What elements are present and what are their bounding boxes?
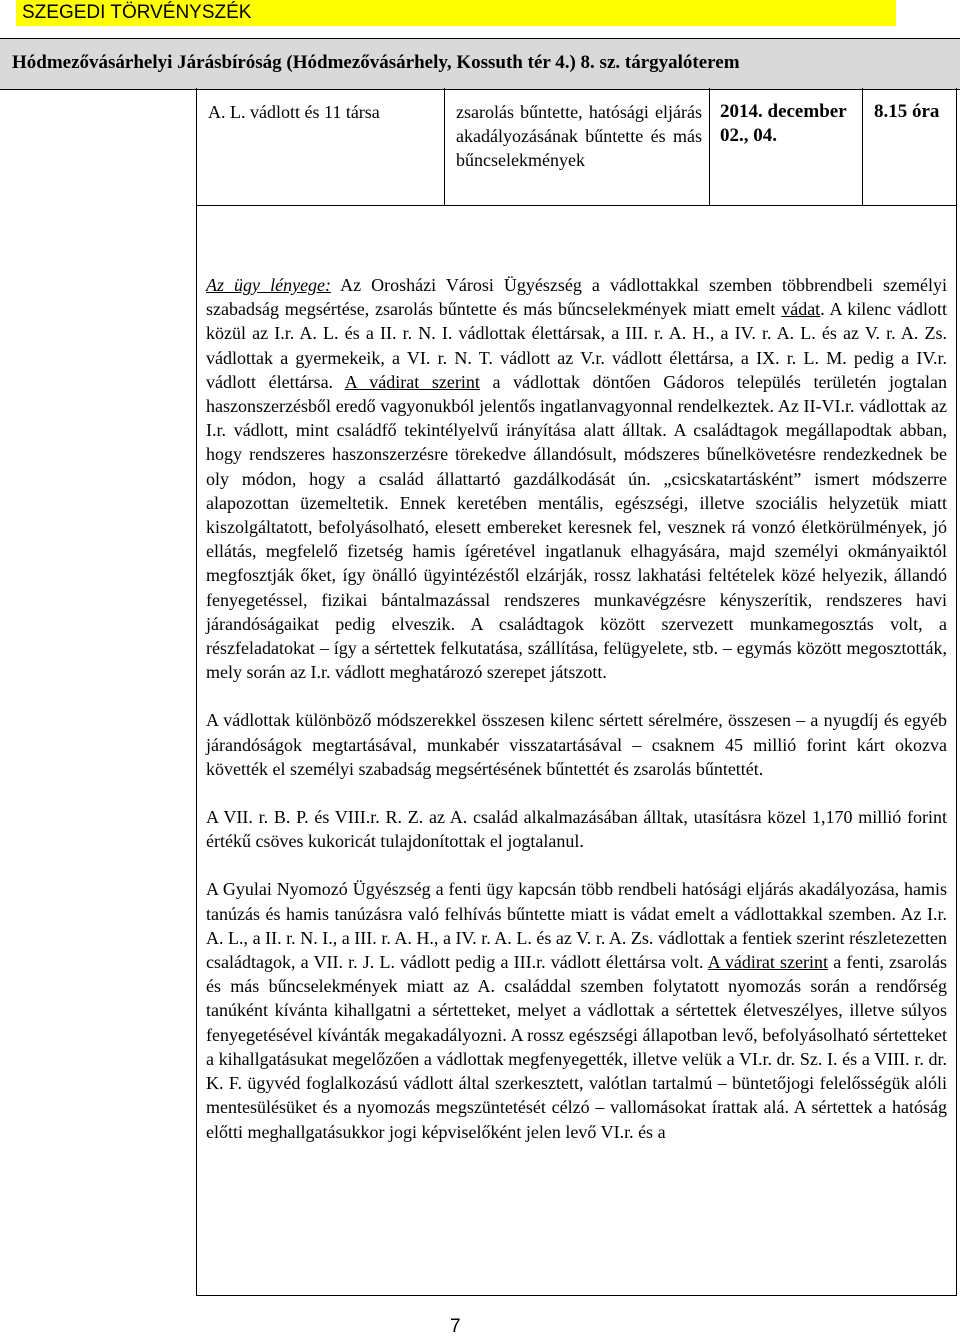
- summary-paragraph: [206, 273, 947, 684]
- table-border-right: [956, 88, 957, 1296]
- case-summary: [206, 273, 947, 1168]
- courtroom-header: [0, 38, 960, 90]
- courtroom-title: Hódmezővásárhelyi Járásbíróság (Hódmezővásárhely, Kossuth tér 4.) 8. sz. tárgyalóterem: [12, 52, 740, 73]
- case-charges: zsarolás bűntette, hatósági eljárás akadályozásának bűntette és más bűncselekmények: [456, 102, 702, 170]
- case-time: 8.15 óra: [874, 101, 940, 122]
- summary-text: . A kilenc vádlott közül az I.r. A. L. és a II. r. N. I. vádlottak élettársak, a III. r. A. H., a IV. r. A. L. és az V. r. A. Zs. vádlottak a gyermekeik, a VI. r. N. T. vádlott az V.r. vádlott élettársa, a IX. r. L. M. pedig a IV.r. vádlott élettársa.: [206, 299, 947, 392]
- summary-paragraph: A VII. r. B. P. és VIII.r. R. Z. az A. család alkalmazásában álltak, utasításra közel 1,170 millió forint értékű csöves kukoricát tulajdonítottak el jogtalanul.: [206, 807, 947, 852]
- table-border-bottom: [196, 1295, 957, 1296]
- banner-title: SZEGEDI TÖRVÉNYSZÉK: [22, 2, 252, 23]
- summary-text: a vádlottak döntően Gádoros település területén jogtalan haszonszerzésből eredő vagyonukból jelentős ingatlanvagyonnal rendelkeztek. Az II-VI.r. vádlottak az I.r. vádlott, mint családfő tekintélyelvű irányítása alatt álltak. A családtagok megállapodtak abban, hogy rendszeres haszonszerzésre törekedve állandósult, módszeres bűnelkövetésre rendezkednek be oly módon, hogy a család állattartó gazdálkodását ún. „csicskatartásként” ismert módszerre alapozottan üzemeltetik. Ennek keretében mentális, egészségi, illetve szociális helyzetük miatt kiszolgáltatott, befolyásolható, elesett embereket keresnek fel, vesznek rá vonzó életkörülmények, jó ellátás, megfelelő fizetség hamis ígéretével ingatlanuk elhagyására, majd személyi okmányaiktól megfosztják őket, így önálló ügyintézéstől elzárják, rossz lakhatási feltételek közé helyezik, állandó fenyegetéssel, fizikai bántalmazással rendszeres munkavégzésre kényszerítik, rendszeres havi járandóságaikat pedig elveszik. A családtagok között szervezett munkamegosztás volt, a részfeladatokat – így a sértettek felkutatása, szállítása, felügyelete, stb. – egymás között megosztották, mely során az I.r. vádlott meghatározó szerepet játszott.: [206, 371, 948, 683]
- summary-text: Az Orosházi Városi Ügyészség a vádlottakkal szemben többrendbeli személyi szabadság megsértése, zsarolás bűntette és más bűncselekmények miatt emelt: [206, 275, 947, 320]
- column-divider: [444, 88, 445, 205]
- column-divider: [709, 88, 710, 205]
- summary-paragraph: [206, 877, 947, 1143]
- summary-underlined-term: A vádirat szerint: [707, 952, 829, 973]
- summary-underlined-term: A vádirat szerint: [344, 371, 480, 392]
- summary-label: Az ügy lényege:: [206, 275, 332, 295]
- court-banner: [16, 0, 896, 26]
- table-border-left: [196, 88, 197, 1296]
- summary-text: A Gyulai Nyomozó Ügyészség a fenti ügy kapcsán több rendbeli hatósági eljárás akadályozása, hamis tanúzás és hamis tanúzásra való felhívás bűntette miatt is vádat emelt a vádlottakkal szemben. Az I.r. A. L., a II. r. N. I., a III. r. A. H., a IV. r. A. L. és az V. r. A. Zs. vádlottak a fentiek szerint részletezetten családtagok, a VII. r. J. L. vádlott pedig a III.r. vádlott élettársa volt.: [206, 879, 947, 973]
- case-defendant: A. L. vádlott és 11 társa: [208, 102, 380, 122]
- summary-paragraph: A vádlottak különböző módszerekkel összesen kilenc sértett sérelmére, összesen – a nyugdíj és egyéb járandóságok megtartásával, munkabér visszatartásával – csaknem 45 millió forint kárt okozva követték el személyi szabadság megsértésének bűntettét és zsarolás bűntettét.: [206, 710, 947, 779]
- summary-text: a fenti, zsarolás és más bűncselekmények miatt az A. családdal szemben folytatott nyomozás során a rendőrség tanúként kívánta kihallgatni a sértetteket, melyet a vádlottak a sértettek életveszélyes, illetve súlyos fenyegetésével kívánták megakadályozni. A rossz egészségi állapotban levő, befolyásolható sértetteket a kihallgatásukat megelőzően a vádlottak megfenyegették, illetve velük a VI.r. dr. Sz. I. és a VIII. r. dr. K. F. ügyvéd foglalkozású vádlott által szerkesztett, valótlan tartalmú – büntetőjogi felelősségük alóli mentesülésüket és a nyomozás megszüntetését célzó – vallomásokat írattak alá. A sértettek a hatóság előtti meghallgatásukkor jogi képviselőként jelen levő VI.r. és a: [206, 952, 948, 1142]
- case-date: 2014. december 02., 04.: [720, 101, 847, 146]
- page-number: 7: [450, 1316, 461, 1337]
- summary-underlined-term: vádat: [781, 299, 821, 320]
- column-divider: [862, 88, 863, 205]
- table-row-divider: [196, 205, 957, 206]
